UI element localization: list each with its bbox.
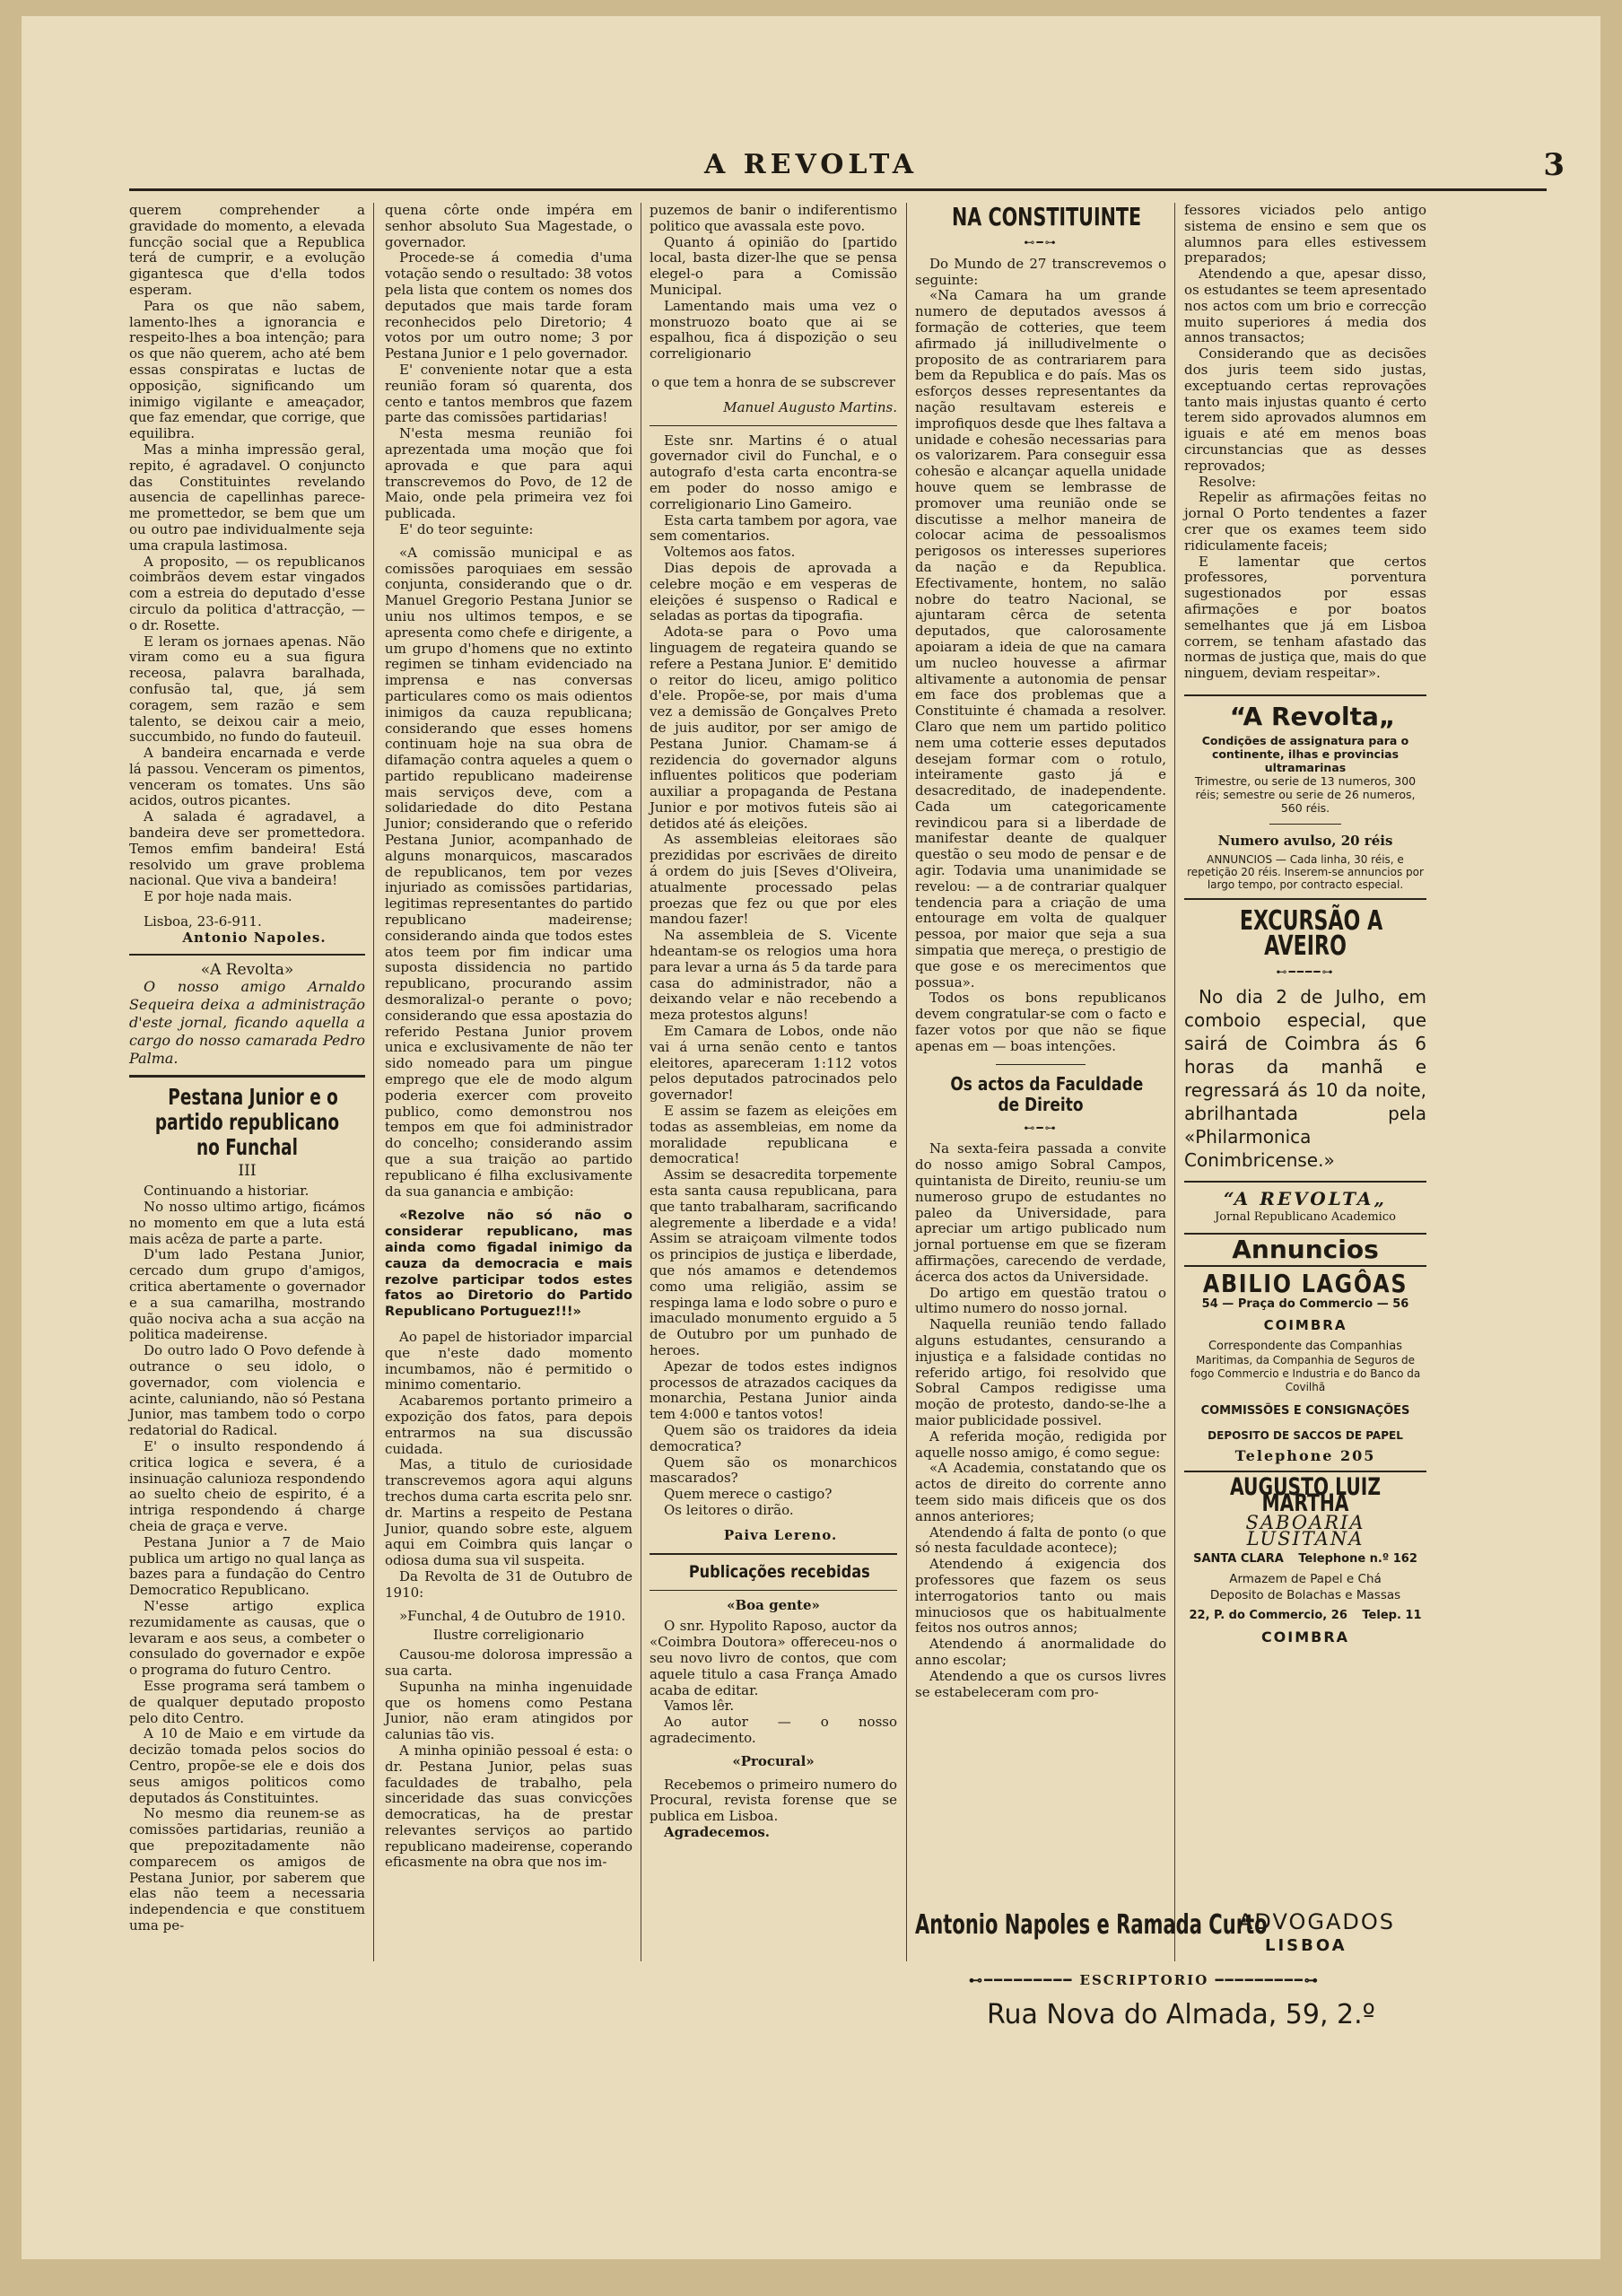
quote-paragraph: «A comissão municipal e as comissões paroquiaes em sessão conjunta, considerando que o dr. Manuel Gregorio Pestana Junior se uniu nos ultimos tempos, e se apresenta como chefe e dirigente, a um grupo d'homens que no extinto regimen se tinham evidenciado na imprensa e nas conversas particulares como os mais odientos inimigos da cauza republicana; considerando que esses homens continuam hoje na sua obra de difamação contra aqueles a quem o partido republicano madeirense mais serviços deve, com a solidariedade do dito Pestana Junior; considerando que o referido Pestana Junior, acompanhado de alguns monarquicos, mascarados de republicanos, tem por vezes injuriado as comissões partidarias, legitimas representantes do partido republicano madeirense; considerando ainda que todos estes atos teem por fim indicar uma suposta dissidencia no partido republicano, procurando assim desmoralizal-o perante o povo; considerando que essa apostazia do referido Pestana Junior provem unica e exclusivamente de não ter sido nomeado para um pingue emprego que ele de modo algum poderia exercer com proveito publico, como demonstrou nos tempos em que foi administrador do concelho; considerando assim que a sua traição ao partido republicano é filha exclusivamente da sua ganancia e ambição:	[385, 544, 632, 1200]
ad-city: COIMBRA	[1263, 1317, 1347, 1334]
ad-line: Armazem de Papel e Chá	[1229, 1572, 1382, 1587]
paragraph: Atendendo á falta de ponto (o que só nesta faculdade acontece);	[915, 1523, 1166, 1557]
ad-place: SANTA CLARA	[1193, 1551, 1284, 1566]
office-word: ESCRIPTORIO	[1079, 1972, 1209, 1988]
resolution: «Rezolve não só não o considerar republicano, mas ainda como figadal inimigo da cauza da democracia e mais rezolve participar todos estes fatos ao Diretorio do Partido Republicano Portuguez!!!»	[385, 1209, 632, 1320]
paragraph: A referida moção, redigida por aquelle nosso amigo, é como segue:	[915, 1427, 1166, 1461]
paragraph: E lamentar que certos professores, porventura sugestionados por essas afirmações e por boatos semelhantes que já em Lisboa correm, se tenham afastado das normas de justiça que, mais do que ninguem, deviam respeitar».	[1184, 553, 1426, 682]
paragraph: O snr. Hypolito Raposo, auctor da «Coimbra Doutora» offereceu-nos o seu novo livro de contos, que com aquele titulo a casa França Amado acaba de editar.	[650, 1618, 897, 1698]
paragraph: Quem são os traidores da ideia democratica?	[650, 1421, 897, 1454]
signature: Antonio Napoles.	[182, 929, 327, 946]
ad-line: Trimestre, ou serie de 13 numeros, 300 réis; semestre ou serie de 26 numeros, 560 réis.	[1194, 773, 1417, 815]
paragraph: Mas a minha impressão geral, repito, é agradavel. O conjuncto das Constituintes revelando ausencia de capellinhas parece-me promettedor, se bem que um ou outro pae individualmente seja uma crapula lastimosa.	[129, 441, 365, 554]
paragraph: Quem merece o castigo?	[664, 1486, 833, 1503]
paragraph: E assim se fazem as eleições em todas as assembleias, em nome da moralidade republicana e democratica!	[650, 1103, 897, 1167]
paragraph: Para os que não sabem, lamento-lhes a ignorancia e respeito-lhes a boa intenção; para os que não querem, acho até bem essas conspiratas e luctas de opposição, significando um inimigo vigilante e ameaçador, que faz emendar, que corrige, que equilibra.	[129, 297, 365, 442]
ad-line: Condições de assignatura para o continente, ilhas e provincias ultramarinas	[1201, 733, 1409, 774]
ad-city: COIMBRA	[1260, 1628, 1350, 1646]
subscription-ad	[1184, 701, 1426, 891]
column-divider	[906, 203, 907, 1961]
dateline: Lisboa, 23-6-911.	[144, 913, 262, 930]
ad-line: COMMISSÕES E CONSIGNAÇÕES	[1200, 1404, 1410, 1419]
paragraph: No mesmo dia reunem-se as comissões partidarias, reunião a que prepozitadamente não comparecem os amigos de Pestana Junior, por saberem que elas não teem a necessaria independencia e que constituem uma pe-	[129, 1805, 365, 1934]
paragraph: E por hoje nada mais.	[144, 888, 292, 905]
paragraph: Naquella reunião tendo fallado alguns estudantes, censurando a injustiça e a falsidade contidas no referido artigo, foi resolvido que Sobral Campos redigisse uma moção de protesto, dando-se-lhe a maior publicidade possivel.	[915, 1316, 1166, 1428]
section-title: Os actos da Faculdade de Direito	[950, 1072, 1144, 1115]
ornament: ⊷━━━━⊶	[1276, 965, 1335, 978]
divider	[650, 1553, 897, 1555]
paragraph: Do artigo em questão tratou o ultimo numero do nosso jornal.	[915, 1284, 1166, 1317]
paragraph: Agradecemos.	[664, 1823, 771, 1840]
paragraph: Apezar de todos estes indignos processos de atrazados caciques da monarchia, Pestana Junior ainda tem 4:000 e tantos votos!	[650, 1358, 897, 1423]
office-label	[969, 1972, 1320, 1988]
paragraph: Do Mundo de 27 transcrevemos o seguinte:	[915, 255, 1166, 288]
paragraph: puzemos de banir o indiferentismo politico que avassala este povo.	[650, 202, 897, 234]
lawyer-title: ADVOGADOS	[1238, 1909, 1395, 1934]
paragraph: Resolve:	[1199, 473, 1257, 490]
paragraph: No nosso ultimo artigo, ficámos no momento em que a luta está mais acêza de parte a parte.	[129, 1199, 365, 1247]
paragraph: N'esta mesma reunião foi aprezentada uma moção que foi aprovada e que para aqui transcrevemos do Povo, de 12 de Maio, onde pela primeira vez foi publicada.	[385, 425, 632, 522]
paragraph: Dias depois de aprovada a celebre moção e em vesperas de eleições é suspenso o Radical e seladas as portas da tipografia.	[650, 559, 897, 624]
paragraph: Vamos lêr.	[664, 1698, 735, 1715]
paragraph: E' do teor seguinte:	[399, 520, 534, 537]
divider	[1184, 1181, 1426, 1183]
letter-date: »Funchal, 4 de Outubro de 1910.	[399, 1607, 626, 1624]
column-divider	[373, 203, 374, 1961]
abilio-lagoas-ad	[1184, 1268, 1426, 1464]
article-title: Pestana Junior e o partido republicano no Funchal	[154, 1084, 340, 1161]
divider	[650, 1590, 897, 1591]
article-part: III	[238, 1162, 257, 1181]
divider	[996, 1064, 1086, 1065]
paragraph: Procede-se á comedia d'uma votação sendo o resultado: 38 votos pela lista que contem os nomes dos deputados que mais tarde foram reconhecidos pelo Diretorio; 4 votos por um outro nome; 3 por Pestana Junior e 1 pelo governador.	[385, 249, 632, 362]
paragraph: Ao autor — o nosso agradecimento.	[650, 1714, 897, 1746]
ad-line: Correspondente das Companhias	[1208, 1340, 1402, 1354]
column-4	[915, 203, 1166, 1700]
ad-line: Deposito de Bolachas e Massas	[1209, 1588, 1401, 1603]
notice-title: «A Revolta»	[200, 960, 294, 979]
paragraph: As assembleias eleitoraes são prezididas por escrivães de direito á ordem do juis [Seves d'Oliveira, atualmente processado pelas proezas que fez ou que por eles mandou fazer!	[650, 831, 897, 928]
ad-phone: Telephone 205	[1234, 1446, 1376, 1464]
paragraph: querem comprehender a gravidade do momento, a elevada funcção social que a Republica terá de cumprir, e a evolução gigantesca que d'ella todos esperam.	[129, 202, 365, 298]
column-2	[385, 203, 632, 1871]
paragraph: Na assembleia de S. Vicente hdeantam-se os relogios uma hora para levar a urna ás 5 da tarde para casa do administrador, não a deixando velar e não recebendo a meza protestos alguns!	[650, 927, 897, 1024]
section-title: Publicações recebidas	[688, 1561, 870, 1582]
ad-name: AUGUSTO LUIZ MARTHA	[1229, 1473, 1382, 1518]
column-5	[1184, 203, 1426, 1646]
paragraph: quena côrte onde impéra em senhor absoluto Sua Magestade, o governador.	[385, 202, 632, 250]
ad-text: No dia 2 de Julho, em comboio especial, que sairá de Coimbra ás 6 horas da manhã e regressará ás 10 da noite, abrilhantada pela «Philarmonica Conimbricense.»	[1184, 986, 1426, 1172]
ad-phone: Telephone n.º 162	[1298, 1551, 1417, 1566]
announcements-title: Annuncios	[1232, 1234, 1379, 1264]
paper-name: “A REVOLTA„	[1224, 1188, 1387, 1210]
paragraph: Continuando a historiar.	[144, 1183, 310, 1200]
lawyers-ad	[915, 1909, 1435, 2030]
ad-single-price: Numero avulso, 20 réis	[1217, 832, 1393, 849]
ad-line: Maritimas, da Companhia de Seguros de fogo Commercio e Industria e do Banco da Covilhã	[1190, 1354, 1421, 1394]
ad-shop: SABOARIA LUSITANA	[1245, 1512, 1365, 1550]
paragraph: Atendendo á anormalidade do anno escolar;	[915, 1636, 1166, 1668]
header-rule	[129, 188, 1547, 191]
ad-line: 22, P. do Commercio, 26	[1189, 1609, 1347, 1623]
paragraph: Repelir as afirmações feitas no jornal O Porto tendentes a fazer crer que os exames teem sido ridiculamente faceis;	[1184, 489, 1426, 554]
column-1	[129, 203, 365, 1934]
paragraph: o que tem a honra de se subscrever	[651, 373, 895, 390]
paragraph: Mas, a titulo de curiosidade transcrevemos agora aqui alguns trechos duma carta escrita pelo snr. dr. Martins a respeito de Pestana Junior, quando sobre este, alguem aqui em Coimbra quis lançar o odiosa duma sua vil suspeita.	[385, 1456, 632, 1569]
newspaper-title: A REVOLTA	[703, 149, 918, 180]
paragraph: Lamentando mais uma vez o monstruozo boato que ai se espalhou, fica á dispozição o seu correligionario	[650, 297, 897, 362]
subsection-title: «Boa gente»	[727, 1596, 820, 1613]
divider	[1269, 824, 1341, 825]
paragraph: «Na Camara ha um grande numero de deputados avessos á formação de cotteries, que teem afirmado já inilludivelmente o proposito de as contrariarem para bem da Republica e do país. Mas os esforços desses representantes da nação resultavam estereis e improfiquos desde que lhes faltava a unidade e cohesão necessarias para os valorizarem. Para conseguir essa cohesão e alcançar aquella unidade houve quem se lembrasse de promover uma reunião onde se discutisse a melhor maneira de colocar acima de pessoalismos perigosos os interesses superiores da nação e da Republica. Efectivamente, hontem, no salão nobre do teatro Nacional, se ajuntaram cêrca de setenta deputados, que calorosamente apoiaram a ideia de que na camara um nucleo houvesse a afirmar altivamente a autonomia de pensar em face dos problemas que a Constituinte é chamada a resolver. Claro que nem um partido politico nem uma cotterie esses deputados desejam formar com o rotulo, inteiramente gasto já e desacreditado, de inadependente. Cada um categoricamente revindicou para si a liberdade de manifestar deante de qualquer questão o seu modo de pensar e de agir. Todavia uma unanimidade se revelou: — a de contrariar qualquer tendencia para a criação de uma entourage em volta de qualquer pessoa, por maior que seja a sua simpatia que mereça, o prestigio de que gose e os merecimentos que possua».	[915, 287, 1166, 991]
paragraph: Esse programa será tambem o de qualquer deputado proposto pelo dito Centro.	[129, 1677, 365, 1726]
paragraph: A bandeira encarnada e verde lá passou. Venceram os pimentos, venceram os tomates. Uns são acidos, outros picantes.	[129, 745, 365, 809]
paragraph: Recebemos o primeiro numero do Procural, revista forense que se publica em Lisboa.	[650, 1776, 897, 1825]
signature: Paiva Lereno.	[723, 1526, 838, 1543]
augusto-luiz-martha-ad	[1184, 1473, 1426, 1646]
section-title: NA CONSTITUINTE	[951, 202, 1142, 231]
paragraph: Quanto á opinião do [partido local, basta dizer-lhe que se pensa elegel-o para a Comissão Municipal.	[650, 233, 897, 298]
paragraph: Pestana Junior a 7 de Maio publica um artigo no qual lança as bazes para a fundação do Centro Democratico Republicano.	[129, 1533, 365, 1599]
ad-address: 54 — Praça do Commercio — 56	[1201, 1297, 1409, 1312]
notice-text: O nosso amigo Arnaldo Sequeira deixa a administração d'este jornal, ficando aquella a cargo do nosso camarada Pedro Palma.	[129, 978, 365, 1068]
paragraph: D'um lado Pestana Junior, cercado dum grupo d'amigos, critica abertamente o governador e a sua camarilha, mostrando quão nociva acha a sua acção na politica madeirense.	[129, 1246, 365, 1343]
ornament: ⊷━⊶	[1024, 236, 1058, 249]
paragraph: Quem são os monarchicos mascarados?	[650, 1454, 897, 1487]
paragraph: Este snr. Martins é o atual governador civil do Funchal, e o autografo d'esta carta encontra-se em poder do nosso amigo e correligionario Lino Gameiro.	[650, 432, 897, 512]
excursion-ad	[1184, 904, 1426, 1173]
divider	[1184, 1471, 1426, 1472]
paragraph: Todos os bons republicanos devem congratular-se com o facto e fazer votos por que não se fique apenas em — boas intenções.	[915, 990, 1166, 1054]
masthead	[22, 149, 1600, 185]
lawyer-names: Antonio Napoles e Ramada Curto	[915, 1909, 1268, 1941]
office-address: Rua Nova do Almada, 59, 2.º	[987, 1999, 1375, 2030]
ad-notice: ANNUNCIOS — Cada linha, 30 réis, e repetição 20 réis. Inserem-se annuncios por largo tempo, por contracto especial.	[1187, 852, 1424, 891]
paragraph: Esta carta tambem por agora, vae sem comentarios.	[650, 511, 897, 545]
lawyer-city: LISBOA	[1265, 1936, 1347, 1955]
paragraph: Ao papel de historiador imparcial que n'este dado momento incumbamos, não é permitido o minimo comentario.	[385, 1328, 632, 1393]
paragraph: Em Camara de Lobos, onde não vai á urna senão cento e tantos eleitores, apareceram 1:112 votos pelos deputados patrocinados pelo governador!	[650, 1023, 897, 1104]
newspaper-page	[22, 16, 1600, 2259]
ad-name: ABILIO LAGÔAS	[1202, 1268, 1408, 1298]
paragraph: Considerando que as decisões dos juris teem sido justas, exceptuando certas reprovações tanto mais injustas quanto é certo terem sido aprovados alumnos em iguais e até em menos boas circunstancias que as desses reprovados;	[1184, 345, 1426, 474]
paragraph: E' conveniente notar que a esta reunião foram só quarenta, dos cento e tantos membros que fazem parte das comissões partidarias!	[385, 361, 632, 426]
paragraph: A proposito, — os republicanos coimbrãos devem estar vingados com a estreia do deputado d'esse circulo da politica d'attracção, — o dr. Rosette.	[129, 553, 365, 633]
ad-line: DEPOSITO DE SACCOS DE PAPEL	[1208, 1428, 1403, 1442]
paragraph: Adota-se para o Povo uma linguagem de regateira quando se refere a Pestana Junior. E' demitido o reitor do liceu, amigo politico d'ele. Propõe-se, por mais d'uma vez a demissão de Gonçalves Preto de juis auditor, por ser amigo de Pestana Junior. Chamam-se á rezidencia do governador alguns influentes politicos que poderiam auxiliar a propaganda de Pestana Junior e por motivos futeis são ai detidos até ás eleições.	[650, 624, 897, 832]
ornament: ⊷━━━━━━━━━	[969, 1972, 1074, 1988]
subsection-title: «Procural»	[732, 1752, 815, 1769]
paragraph: «A Academia, constatando que os actos de direito do corrente anno teem sido mais dificeis que os dos annos anteriores;	[915, 1460, 1166, 1524]
paragraph: Assim se desacredita torpemente esta santa causa republicana, para que tanto trabalharam, sacrificando alegremente a liberdade e a vida! Assim se atraiçoam vilmente todos os principios de justiça e liberdade, que nós amamos e detendemos como uma religião, assim se respinga lama e lodo sobre o puro e imaculado monumento erguido a 5 de Outubro por um punhado de heroes.	[650, 1166, 897, 1358]
ornament: ━━━━━━━━━⊶	[1215, 1972, 1320, 1988]
paragraph: Supunha na minha ingenuidade que os homens como Pestana Junior, não eram atingidos por calunias tão vis.	[385, 1678, 632, 1743]
letter-greeting: Ilustre correligionario	[432, 1627, 585, 1644]
paragraph: Os leitores o dirão.	[664, 1501, 794, 1518]
paragraph: A salada é agradavel, a bandeira deve ser promettedora. Temos emfim bandeira! Está resolvido um grave problema nacional. Que viva a bandeira!	[129, 808, 365, 889]
paragraph: Na sexta-feira passada a convite do nosso amigo Sobral Campos, quintanista de Direito, reuniu-se um numeroso grupo de estudantes no paleo da Universidade, para apreciar um artigo publicado num jornal portuense em que se fizeram affirmações, carecendo de verdade, ácerca dos actos da Universidade.	[915, 1140, 1166, 1285]
ad-title: “A Revolta„	[1229, 701, 1396, 731]
paragraph: Atendendo a que os cursos livres se estabeleceram com pro-	[915, 1667, 1166, 1700]
paragraph: Atendendo á exigencia dos professores que fazem os seus interrogatorios tanto ou mais minuciosos que os habitualmente feitos nos outros annos;	[915, 1556, 1166, 1637]
ad-title: EXCURSÃO A AVEIRO	[1239, 904, 1383, 962]
paragraph: E leram os jornaes apenas. Não viram como eu a sua figura receosa, palavra baralhada, confusão tal, que, já sem coragem, sem razão e sem talento, se deixou cair a meio, succumbido, no fundo do fauteuil.	[129, 633, 365, 746]
paragraph: Da Revolta de 31 de Outubro de 1910:	[385, 1567, 632, 1601]
divider	[1184, 694, 1426, 696]
divider	[129, 954, 365, 956]
divider	[1184, 1265, 1426, 1267]
signature: Manuel Augusto Martins.	[723, 398, 897, 415]
paper-subtitle: Jornal Republicano Academico	[1215, 1210, 1396, 1225]
divider	[129, 1075, 365, 1078]
column-divider	[1174, 203, 1175, 1961]
paragraph: Atendendo a que, apesar disso, os estudantes se teem apresentado nos actos com um brio e correcção muito superiores á media dos annos transactos;	[1184, 266, 1426, 346]
ornament: ⊷━⊶	[1024, 1121, 1058, 1134]
column-3	[650, 203, 897, 1841]
page-number: 3	[1543, 147, 1565, 183]
divider	[1184, 898, 1426, 900]
paragraph: Do outro lado O Povo defende à outrance o seu idolo, o governador, com violencia e acinte, caluniando, não só Pestana Junior, mas tambem todo o corpo redatorial do Radical.	[129, 1342, 365, 1439]
paragraph: Causou-me dolorosa impressão a sua carta.	[385, 1646, 632, 1679]
paragraph: A minha opinião pessoal é esta: o dr. Pestana Junior, pelas suas faculdades de trabalho, pela sinceridade das suas convicções democraticas, ha de prestar relevantes serviços ao partido republicano madeirense, coperando eficasmente na obra que nos im-	[385, 1742, 632, 1871]
ad-tel: Telep. 11	[1362, 1609, 1422, 1623]
paragraph: fessores viciados pelo antigo sistema de ensino e sem que os alumnos para elles estivessem preparados;	[1184, 202, 1426, 266]
paragraph: Acabaremos portanto primeiro a expozição dos fatos, para depois entrarmos na sua discussão cuidada.	[385, 1392, 632, 1457]
divider	[650, 425, 897, 426]
paragraph: Voltemos aos fatos.	[664, 544, 796, 561]
paragraph: E' o insulto respondendo á critica logica e severa, é a insinuação calunioza respondendo ao suelto cheio de espirito, é a intriga respondendo á charge cheia de graça e verve.	[129, 1438, 365, 1534]
paragraph: N'esse artigo explica rezumidamente as causas, que o levaram e aos seus, a combeter o consulado do governador e expõe o programa do futuro Centro.	[129, 1597, 365, 1679]
paragraph: A 10 de Maio e em virtude da decizão tomada pelos socios do Centro, propõe-se ele e dois dos seus amigos politicos como deputados ás Constituintes.	[129, 1725, 365, 1806]
